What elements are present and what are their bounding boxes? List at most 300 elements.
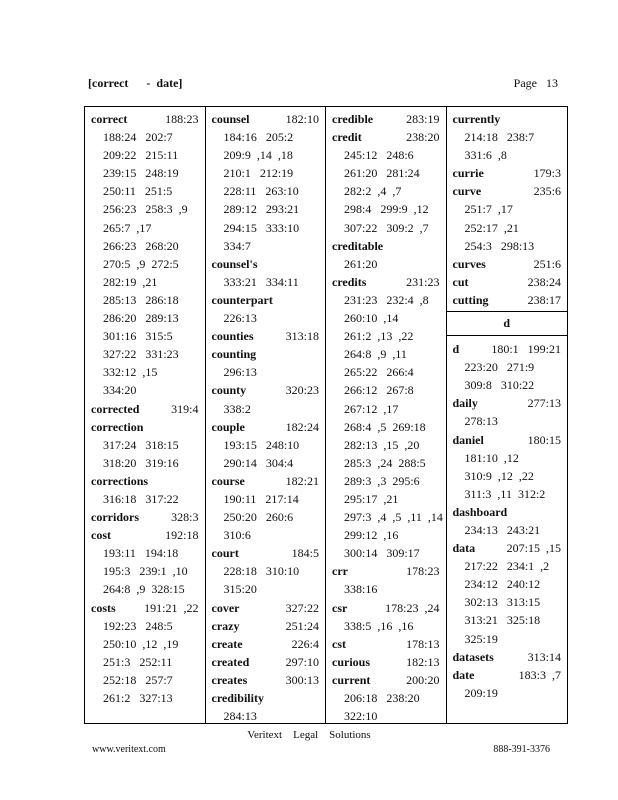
index-term: corrections: [91, 473, 149, 488]
index-entry: [91, 363, 205, 381]
index-entry: [91, 526, 205, 544]
index-entry: [212, 544, 326, 562]
index-entry: [91, 454, 205, 472]
index-entry: [453, 340, 567, 358]
page-line-refs: 231:23 232:4 ,8: [344, 292, 429, 307]
index-entry: [91, 237, 205, 255]
page-line-refs: 182:10: [285, 112, 319, 126]
index-entry: [332, 200, 446, 218]
index-entry: [453, 593, 567, 611]
page-line-refs: 268:4 ,5 269:18: [344, 419, 426, 434]
page-line-refs: 188:24 202:7: [103, 130, 173, 145]
page-line-refs: 180:1 199:21: [491, 342, 561, 357]
page-line-refs: 261:20: [344, 256, 378, 271]
page-line-refs: 261:2 327:13: [103, 691, 173, 705]
index-entry: [453, 575, 567, 593]
page-line-refs: 289:12 293:21: [223, 202, 300, 217]
page-line-refs: 286:20 289:13: [103, 311, 179, 326]
index-column-2: [206, 107, 327, 723]
page-line-refs: 238:17: [527, 292, 561, 307]
index-entry: [91, 182, 205, 200]
page-line-refs: 226:13: [223, 311, 257, 326]
page-line-refs: 192:23 248:5: [103, 618, 173, 633]
index-term: credits: [332, 274, 367, 289]
page-line-refs: 266:12 267:8: [344, 383, 414, 398]
index-entry: [212, 653, 326, 671]
page-line-refs: 250:20 260:6: [223, 510, 294, 525]
index-term: counties: [211, 329, 254, 344]
page-line-refs: 338:16: [344, 582, 378, 597]
index-entry: [332, 345, 446, 363]
index-term: curves: [452, 256, 486, 271]
index-term: create: [211, 636, 243, 651]
index-entry: [332, 255, 446, 273]
index-entry: [91, 653, 205, 671]
index-term: csr: [332, 600, 348, 615]
index-term: cut: [452, 274, 469, 289]
index-entry: [332, 580, 446, 598]
index-term: currently: [452, 112, 501, 126]
page-line-refs: 179:3: [533, 166, 561, 181]
index-entry: [453, 358, 567, 376]
index-entry: [453, 449, 567, 467]
index-entry: [453, 412, 567, 430]
index-column-3: [326, 107, 447, 723]
index-entry: [91, 562, 205, 580]
index-entry: [91, 110, 205, 128]
index-entry: [332, 182, 446, 200]
page-line-refs: 328:3: [171, 510, 199, 525]
index-entry: [332, 436, 446, 454]
index-entry: [212, 400, 326, 418]
page-line-refs: 193:11 194:18: [103, 546, 179, 561]
page-line-refs: 235:6: [533, 184, 561, 199]
index-entry: [332, 400, 446, 418]
index-entry: [91, 309, 205, 327]
index-term: daily: [452, 396, 478, 411]
index-entry: [453, 273, 567, 291]
page-line-refs: 251:3 252:11: [103, 654, 173, 669]
index-term: course: [211, 473, 245, 488]
index-entry: [453, 630, 567, 648]
index-entry: [332, 671, 446, 689]
index-term: county: [211, 383, 247, 398]
index-entry: [212, 671, 326, 689]
index-entry: [453, 431, 567, 449]
index-entry: [212, 490, 326, 508]
index-term: corrected: [91, 401, 140, 416]
index-entry: [91, 291, 205, 309]
page-line-refs: 195:3 239:1 ,10: [103, 564, 188, 579]
index-entry: [453, 164, 567, 182]
page-line-refs: 299:12 ,16: [344, 528, 399, 543]
page-line-refs: 283:19: [406, 112, 440, 126]
page-line-refs: 191:21 ,22: [144, 600, 199, 615]
page-line-refs: 282:2 ,4 ,7: [344, 184, 402, 199]
index-entry: [91, 472, 205, 490]
index-entry: [212, 707, 326, 723]
index-entry: [91, 689, 205, 707]
index-entry: [212, 309, 326, 327]
page-line-refs: 188:23: [165, 112, 199, 126]
page-line-refs: 297:10: [285, 654, 319, 669]
index-entry: [91, 327, 205, 345]
index-entry: [332, 472, 446, 490]
index-term: court: [211, 546, 239, 561]
page-line-refs: 182:13: [406, 654, 440, 669]
index-entry: [453, 376, 567, 394]
page-line-refs: 316:18 317:22: [103, 491, 179, 506]
index-entry: [332, 327, 446, 345]
page-number: Page 13: [513, 76, 558, 90]
page-line-refs: 214:18 238:7: [464, 130, 535, 145]
page-line-refs: 265:7 ,17: [103, 220, 152, 235]
index-term: created: [211, 654, 250, 669]
index-entry: [212, 291, 326, 309]
page-line-refs: 226:4: [291, 636, 319, 651]
index-entry: [332, 653, 446, 671]
index-entry: [91, 544, 205, 562]
page-line-refs: 181:10 ,12: [464, 450, 519, 465]
page-line-refs: 289:3 ,3 295:6: [344, 473, 420, 488]
index-term: cst: [332, 636, 346, 651]
page-line-refs: 256:23 258:3 ,9: [103, 202, 188, 217]
index-entry: [453, 182, 567, 200]
index-entry: [332, 707, 446, 723]
index-term: counting: [211, 347, 257, 362]
page-line-refs: 178:23: [406, 564, 440, 579]
page-line-refs: 252:17 ,21: [464, 220, 519, 235]
index-term: cost: [91, 528, 111, 543]
index-term: counsel's: [211, 256, 258, 271]
page-line-refs: 182:21: [285, 473, 319, 488]
page-line-refs: 332:12 ,15: [103, 365, 158, 380]
index-entry: [332, 526, 446, 544]
page-line-refs: 334:20: [103, 383, 137, 398]
index-entry: [453, 394, 567, 412]
index-entry: [212, 255, 326, 273]
index-entry: [453, 110, 567, 128]
index-term: cutting: [452, 292, 489, 307]
index-entry: [212, 418, 326, 436]
index-entry: [91, 164, 205, 182]
index-entry: [91, 580, 205, 598]
index-term: credible: [332, 112, 374, 126]
page-line-refs: 334:7: [223, 238, 251, 253]
index-entry: [212, 345, 326, 363]
page-line-refs: 297:3 ,4 ,5 ,11 ,14: [344, 510, 443, 525]
page-line-refs: 239:15 248:19: [103, 166, 179, 181]
index-entry: [332, 454, 446, 472]
page-line-refs: 338:2: [223, 401, 251, 416]
page-line-refs: 250:11 251:5: [103, 184, 173, 199]
page-line-refs: 228:18 310:10: [223, 564, 300, 579]
page-line-refs: 317:24 318:15: [103, 437, 179, 452]
index-entry: [91, 617, 205, 635]
index-term: correction: [91, 419, 144, 434]
page-line-refs: 318:20 319:16: [103, 455, 179, 470]
page-line-refs: 178:23 ,24: [385, 600, 440, 615]
index-term: date: [452, 667, 475, 682]
page-line-refs: 319:4: [171, 401, 199, 416]
page-line-refs: 210:1 212:19: [223, 166, 294, 181]
page-line-refs: 209:22 215:11: [103, 148, 179, 163]
index-entry: [91, 381, 205, 399]
page-line-refs: 302:13 313:15: [464, 595, 541, 610]
index-term: data: [452, 541, 476, 556]
page-line-refs: 200:20: [406, 672, 440, 687]
index-entry: [332, 164, 446, 182]
index-entry: [212, 689, 326, 707]
index-column-1: [85, 107, 206, 723]
page-line-refs: 285:3 ,24 288:5: [344, 455, 426, 470]
page-line-refs: 290:14 304:4: [223, 455, 294, 470]
index-entry: [91, 255, 205, 273]
page-line-refs: 295:17 ,21: [344, 491, 399, 506]
index-entry: [332, 490, 446, 508]
index-entry: [453, 291, 567, 309]
index-entry: [332, 635, 446, 653]
page-line-refs: 193:15 248:10: [223, 437, 300, 452]
website-link[interactable]: www.veritext.com: [92, 744, 166, 755]
page-line-refs: 307:22 309:2 ,7: [344, 220, 429, 235]
index-entry: [212, 617, 326, 635]
page-line-refs: 294:15 333:10: [223, 220, 300, 235]
index-entry: [212, 599, 326, 617]
index-entry: [453, 539, 567, 557]
index-entry: [91, 508, 205, 526]
index-entry: [91, 273, 205, 291]
page-line-refs: 270:5 ,9 272:5: [103, 256, 179, 271]
page-line-refs: 209:19: [464, 685, 498, 700]
page-range-header: [correct - date]: [88, 76, 183, 90]
index-entry: [212, 363, 326, 381]
page-line-refs: 206:18 238:20: [344, 691, 420, 705]
page-line-refs: 245:12 248:6: [344, 148, 414, 163]
page-line-refs: 209:9 ,14 ,18: [223, 148, 293, 163]
page-line-refs: 322:10: [344, 709, 378, 723]
page-line-refs: 313:21 325:18: [464, 613, 541, 628]
index-entry: [453, 219, 567, 237]
index-entry: [212, 110, 326, 128]
index-entry: [453, 146, 567, 164]
page-line-refs: 223:20 271:9: [464, 360, 535, 375]
page-line-refs: 261:20 281:24: [344, 166, 420, 181]
page-line-refs: 238:24: [527, 274, 561, 289]
page-line-refs: 265:22 266:4: [344, 365, 414, 380]
page-line-refs: 301:16 315:5: [103, 329, 173, 344]
page-line-refs: 184:16 205:2: [223, 130, 294, 145]
page-line-refs: 278:13: [464, 414, 498, 429]
index-term: counterpart: [211, 292, 273, 307]
page-line-refs: 183:3 ,7: [518, 667, 561, 682]
page-line-refs: 282:19 ,21: [103, 274, 158, 289]
page-line-refs: 182:24: [285, 419, 319, 434]
phone-number: 888-391-3376: [493, 744, 550, 755]
index-entry: [212, 635, 326, 653]
index-entry: [212, 146, 326, 164]
page-line-refs: 231:23: [406, 274, 440, 289]
index-entry: [212, 472, 326, 490]
page-line-refs: 207:15 ,15: [506, 541, 561, 556]
index-term: cover: [211, 600, 240, 615]
index-term: curious: [332, 654, 371, 669]
page-line-refs: 320:23: [285, 383, 319, 398]
index-term: correct: [91, 112, 128, 126]
page-line-refs: 251:6: [533, 256, 561, 271]
index-term: curve: [452, 184, 482, 199]
index-entry: [212, 562, 326, 580]
index-term: crazy: [211, 618, 240, 633]
index-entry: [212, 580, 326, 598]
page-line-refs: 238:20: [406, 130, 440, 145]
page-line-refs: 192:18: [165, 528, 199, 543]
page-line-refs: 264:8 ,9 ,11: [344, 347, 407, 362]
index-entry: [332, 237, 446, 255]
page-line-refs: 234:12 240:12: [464, 577, 541, 592]
index-entry: [453, 128, 567, 146]
index-entry: [91, 345, 205, 363]
page-line-refs: 313:18: [285, 329, 319, 344]
index-term: creditable: [332, 238, 384, 253]
page-line-refs: 190:11 217:14: [223, 491, 299, 506]
index-entry: [91, 599, 205, 617]
index-entry: [453, 684, 567, 702]
index-entry: [332, 381, 446, 399]
page-line-refs: 282:13 ,15 ,20: [344, 437, 420, 452]
index-entry: [332, 508, 446, 526]
page-line-refs: 260:10 ,14: [344, 311, 399, 326]
page-line-refs: 217:22 234:1 ,2: [464, 559, 550, 574]
index-term: couple: [211, 419, 245, 434]
index-entry: [332, 128, 446, 146]
index-term: costs: [91, 600, 116, 615]
index-entry: [91, 219, 205, 237]
index-entry: [332, 599, 446, 617]
index-entry: [453, 648, 567, 666]
index-entry: [453, 255, 567, 273]
index-term: currie: [452, 166, 484, 181]
index-entry: [332, 291, 446, 309]
index-entry: [332, 544, 446, 562]
page-line-refs: 252:18 257:7: [103, 672, 173, 687]
index-term: current: [332, 672, 371, 687]
index-entry: [332, 273, 446, 291]
index-entry: [453, 557, 567, 575]
index-entry: [332, 110, 446, 128]
index-entry: [91, 635, 205, 653]
page-line-refs: 300:14 309:17: [344, 546, 420, 561]
page-line-refs: 234:13 243:21: [464, 522, 541, 537]
index-entry: [212, 182, 326, 200]
page-line-refs: 333:21 334:11: [223, 274, 299, 289]
index-term: credit: [332, 130, 362, 145]
index-entry: [91, 128, 205, 146]
index-entry: [453, 200, 567, 218]
index-entry: [91, 490, 205, 508]
index-entry: [212, 454, 326, 472]
page-line-refs: 300:13: [285, 672, 319, 687]
index-entry: [453, 611, 567, 629]
index-entry: [332, 146, 446, 164]
index-column-4: [447, 107, 567, 723]
index-entry: [453, 521, 567, 539]
page-line-refs: 277:13: [527, 396, 561, 411]
index-term: datasets: [452, 649, 494, 664]
index-entry: [212, 327, 326, 345]
index-entry: [453, 666, 567, 684]
index-entry: [212, 381, 326, 399]
index-entry: [212, 237, 326, 255]
page-line-refs: 296:13: [223, 365, 257, 380]
page-line-refs: 325:19: [464, 631, 498, 646]
page-line-refs: 250:10 ,12 ,19: [103, 636, 179, 651]
index-entry: [91, 418, 205, 436]
page-line-refs: 267:12 ,17: [344, 401, 399, 416]
page-line-refs: 266:23 268:20: [103, 238, 179, 253]
index-entry: [212, 200, 326, 218]
index-term: creates: [211, 672, 248, 687]
index-term: daniel: [452, 432, 484, 447]
page-line-refs: 180:15: [527, 432, 561, 447]
index-entry: [332, 363, 446, 381]
page-line-refs: 184:5: [291, 546, 319, 561]
index-entry: [332, 617, 446, 635]
index-entry: [453, 467, 567, 485]
index-entry: [453, 503, 567, 521]
page-line-refs: 261:2 ,13 ,22: [344, 329, 414, 344]
page-line-refs: 315:20: [223, 582, 257, 597]
index-entry: [91, 200, 205, 218]
page-line-refs: 313:14: [527, 649, 561, 664]
index-entry: [212, 219, 326, 237]
index-entry: [91, 671, 205, 689]
index-entry: [453, 485, 567, 503]
page-line-refs: 298:4 299:9 ,12: [344, 202, 429, 217]
index-term: corridors: [91, 510, 139, 525]
index-entry: [212, 164, 326, 182]
index-term: dashboard: [452, 504, 508, 519]
index-entry: [212, 526, 326, 544]
page-line-refs: 251:24: [285, 618, 319, 633]
index-term: crr: [332, 564, 348, 579]
index-entry: [332, 309, 446, 327]
page-line-refs: 311:3 ,11 312:2: [464, 486, 546, 501]
page-line-refs: 327:22: [285, 600, 319, 615]
page-line-refs: 310:6: [223, 528, 251, 543]
index-entry: [212, 273, 326, 291]
index-entry: [453, 237, 567, 255]
page-line-refs: 331:6 ,8: [464, 148, 507, 163]
index-entry: [332, 418, 446, 436]
letter-divider: d: [447, 311, 567, 336]
index-entry: [212, 436, 326, 454]
page-line-refs: 254:3 298:13: [464, 238, 535, 253]
page-line-refs: 310:9 ,12 ,22: [464, 468, 534, 483]
page-line-refs: 285:13 286:18: [103, 292, 179, 307]
page-line-refs: 228:11 263:10: [223, 184, 299, 199]
index-entry: [91, 400, 205, 418]
firm-name: Veritext Legal Solutions: [247, 729, 371, 741]
index-entry: [332, 562, 446, 580]
page-line-refs: 264:8 ,9 328:15: [103, 582, 185, 597]
page-line-refs: 309:8 310:22: [464, 378, 535, 393]
page-line-refs: 327:22 331:23: [103, 347, 179, 362]
index-entry: [91, 146, 205, 164]
index-entry: [332, 689, 446, 707]
index-term: credibility: [211, 691, 264, 705]
index-entry: [212, 128, 326, 146]
